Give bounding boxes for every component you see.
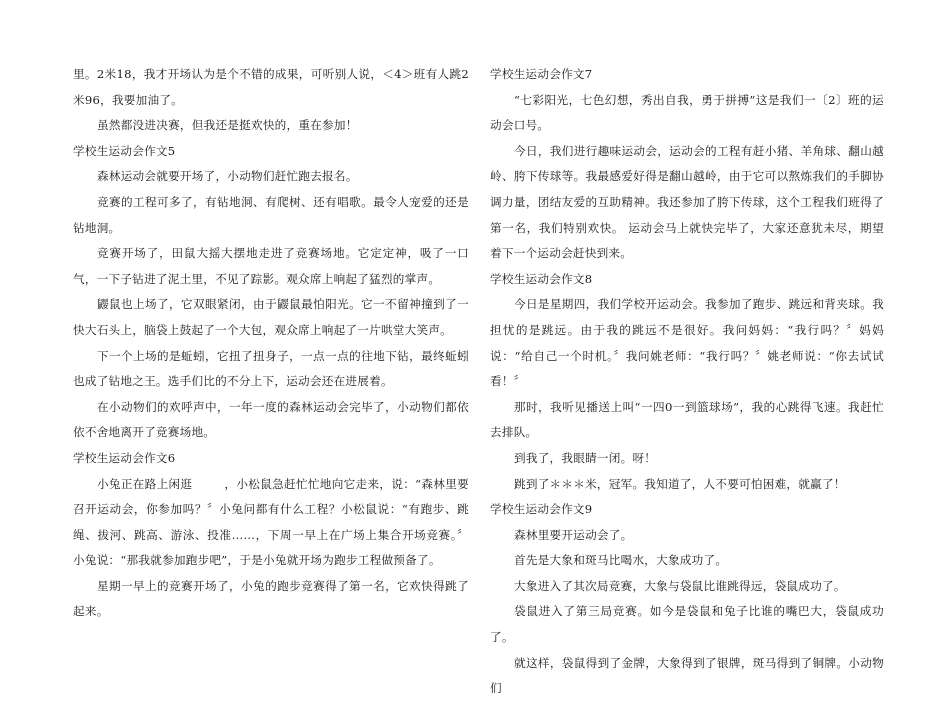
paragraph: 就这样，袋鼠得到了金牌，大象得到了银牌，斑马得到了铜牌。小动物们 <box>490 655 884 696</box>
paragraph <box>73 472 469 574</box>
section-heading-5: 学校生运动会作文5 <box>73 143 176 158</box>
paragraph: 那时，我听见播送上叫“一四0一到篮球场”，我的心跳得飞速。我赶忙去排队。 <box>490 399 884 440</box>
paragraph: 在小动物们的欢呼声中，一年一度的森林运动会完毕了，小动物们都依依不舍地离开了竞赛场地。 <box>73 399 469 440</box>
paragraph: 竞赛开场了，田鼠大摇大摆地走进了竞赛场地。它定定神，吸了一口气，一下子钻进了泥土里，不见了踪影。观众席上响起了猛烈的掌声。 <box>73 246 469 286</box>
section-heading-7: 学校生运动会作文7 <box>490 67 593 81</box>
section-heading-8: 学校生运动会作文8 <box>490 271 593 286</box>
right-column <box>490 62 884 702</box>
paragraph: 到我了，我眼睛一闭。呀！ <box>514 450 657 465</box>
paragraph: 星期一早上的竞赛开场了，小兔的跑步竞赛得了第一名，它欢快得跳了起来。 <box>73 578 469 619</box>
text-run: 小兔正在路上闲逛 <box>97 476 193 491</box>
left-column <box>73 62 469 625</box>
paragraph: 大象进入了其次局竞赛，大象与袋鼠比谁跳得远，袋鼠成功了。 <box>514 578 846 593</box>
paragraph: “七彩阳光，七色幻想，秀出自我，勇于拼搏”这是我们一〔2〕班的运动会口号。 <box>490 92 884 133</box>
text-run: ，小松鼠急赶忙忙地向它走来，说：“森林里要召开运动会，你参加吗？〞小兔问都有什么工程？小松鼠说：“有跑步、跳绳、拔河、跳高、游泳、投准……，下周一早上在广场上集合开场竞赛。〞小兔说：“那我就参加跑步吧”，于是小兔就开场为跑步工程做预备了。 <box>73 476 469 568</box>
section-heading-6: 学校生运动会作文6 <box>73 450 176 465</box>
paragraph: 今日，我们进行趣味运动会，运动会的工程有赶小猪、羊角球、翻山越岭、胯下传球等。我最感爱好得是翻山越岭，由于它可以熬炼我们的手脚协调力量，团结友爱的互助精神。我还参加了胯下传球，这个工程我们班得了第一名，我们特别欢快。 运动会马上就快完毕了，大家还意犹未尽，期望着下一个运动会赶快到来。 <box>490 143 884 261</box>
paragraph: 森林运动会就要开场了，小动物们赶忙跑去报名。 <box>97 169 358 184</box>
paragraph: 森林里要开运动会了。 <box>514 527 633 542</box>
section-heading-9: 学校生运动会作文9 <box>490 502 593 517</box>
paragraph: 下一个上场的是蚯蚓，它扭了扭身子，一点一点的往地下钻，最终蚯蚓也成了钻地之王。选手们比的不分上下，运动会还在进展着。 <box>73 348 469 389</box>
paragraph: 跳到了＊＊＊米，冠军。我知道了，人不要可怕困难，就赢了！ <box>514 476 846 491</box>
paragraph: 今日是星期四，我们学校开运动会。我参加了跑步、跳远和背夹球。我担忧的是跳远。由于我的跳远不是很好。我问妈妈：“我行吗？〞妈妈说：“给自己一个时机。〞我问姚老师：“我行吗？〞姚老师说：“你去试试看！〞 <box>490 297 884 389</box>
paragraph: 鼹鼠也上场了，它双眼紧闭，由于鼹鼠最怕阳光。它一不留神撞到了一快大石头上，脑袋上鼓起了一个大包，观众席上响起了一片哄堂大笑声。 <box>73 297 469 337</box>
paragraph: 里。2米18，我才开场认为是个不错的成果，可听别人说，＜4＞班有人跳2米96，我要加油了。 <box>73 67 469 107</box>
paragraph: 首先是大象和斑马比喝水，大象成功了。 <box>514 553 728 568</box>
paragraph: 袋鼠进入了第三局竞赛。如今是袋鼠和兔子比谁的嘴巴大，袋鼠成功了。 <box>490 604 884 645</box>
paragraph: 虽然都没进决赛，但我还是挺欢快的，重在参加！ <box>97 118 358 133</box>
paragraph: 竞赛的工程可多了，有钻地洞、有爬树、还有唱歌。最令人宠爱的还是钻地洞。 <box>73 194 469 235</box>
